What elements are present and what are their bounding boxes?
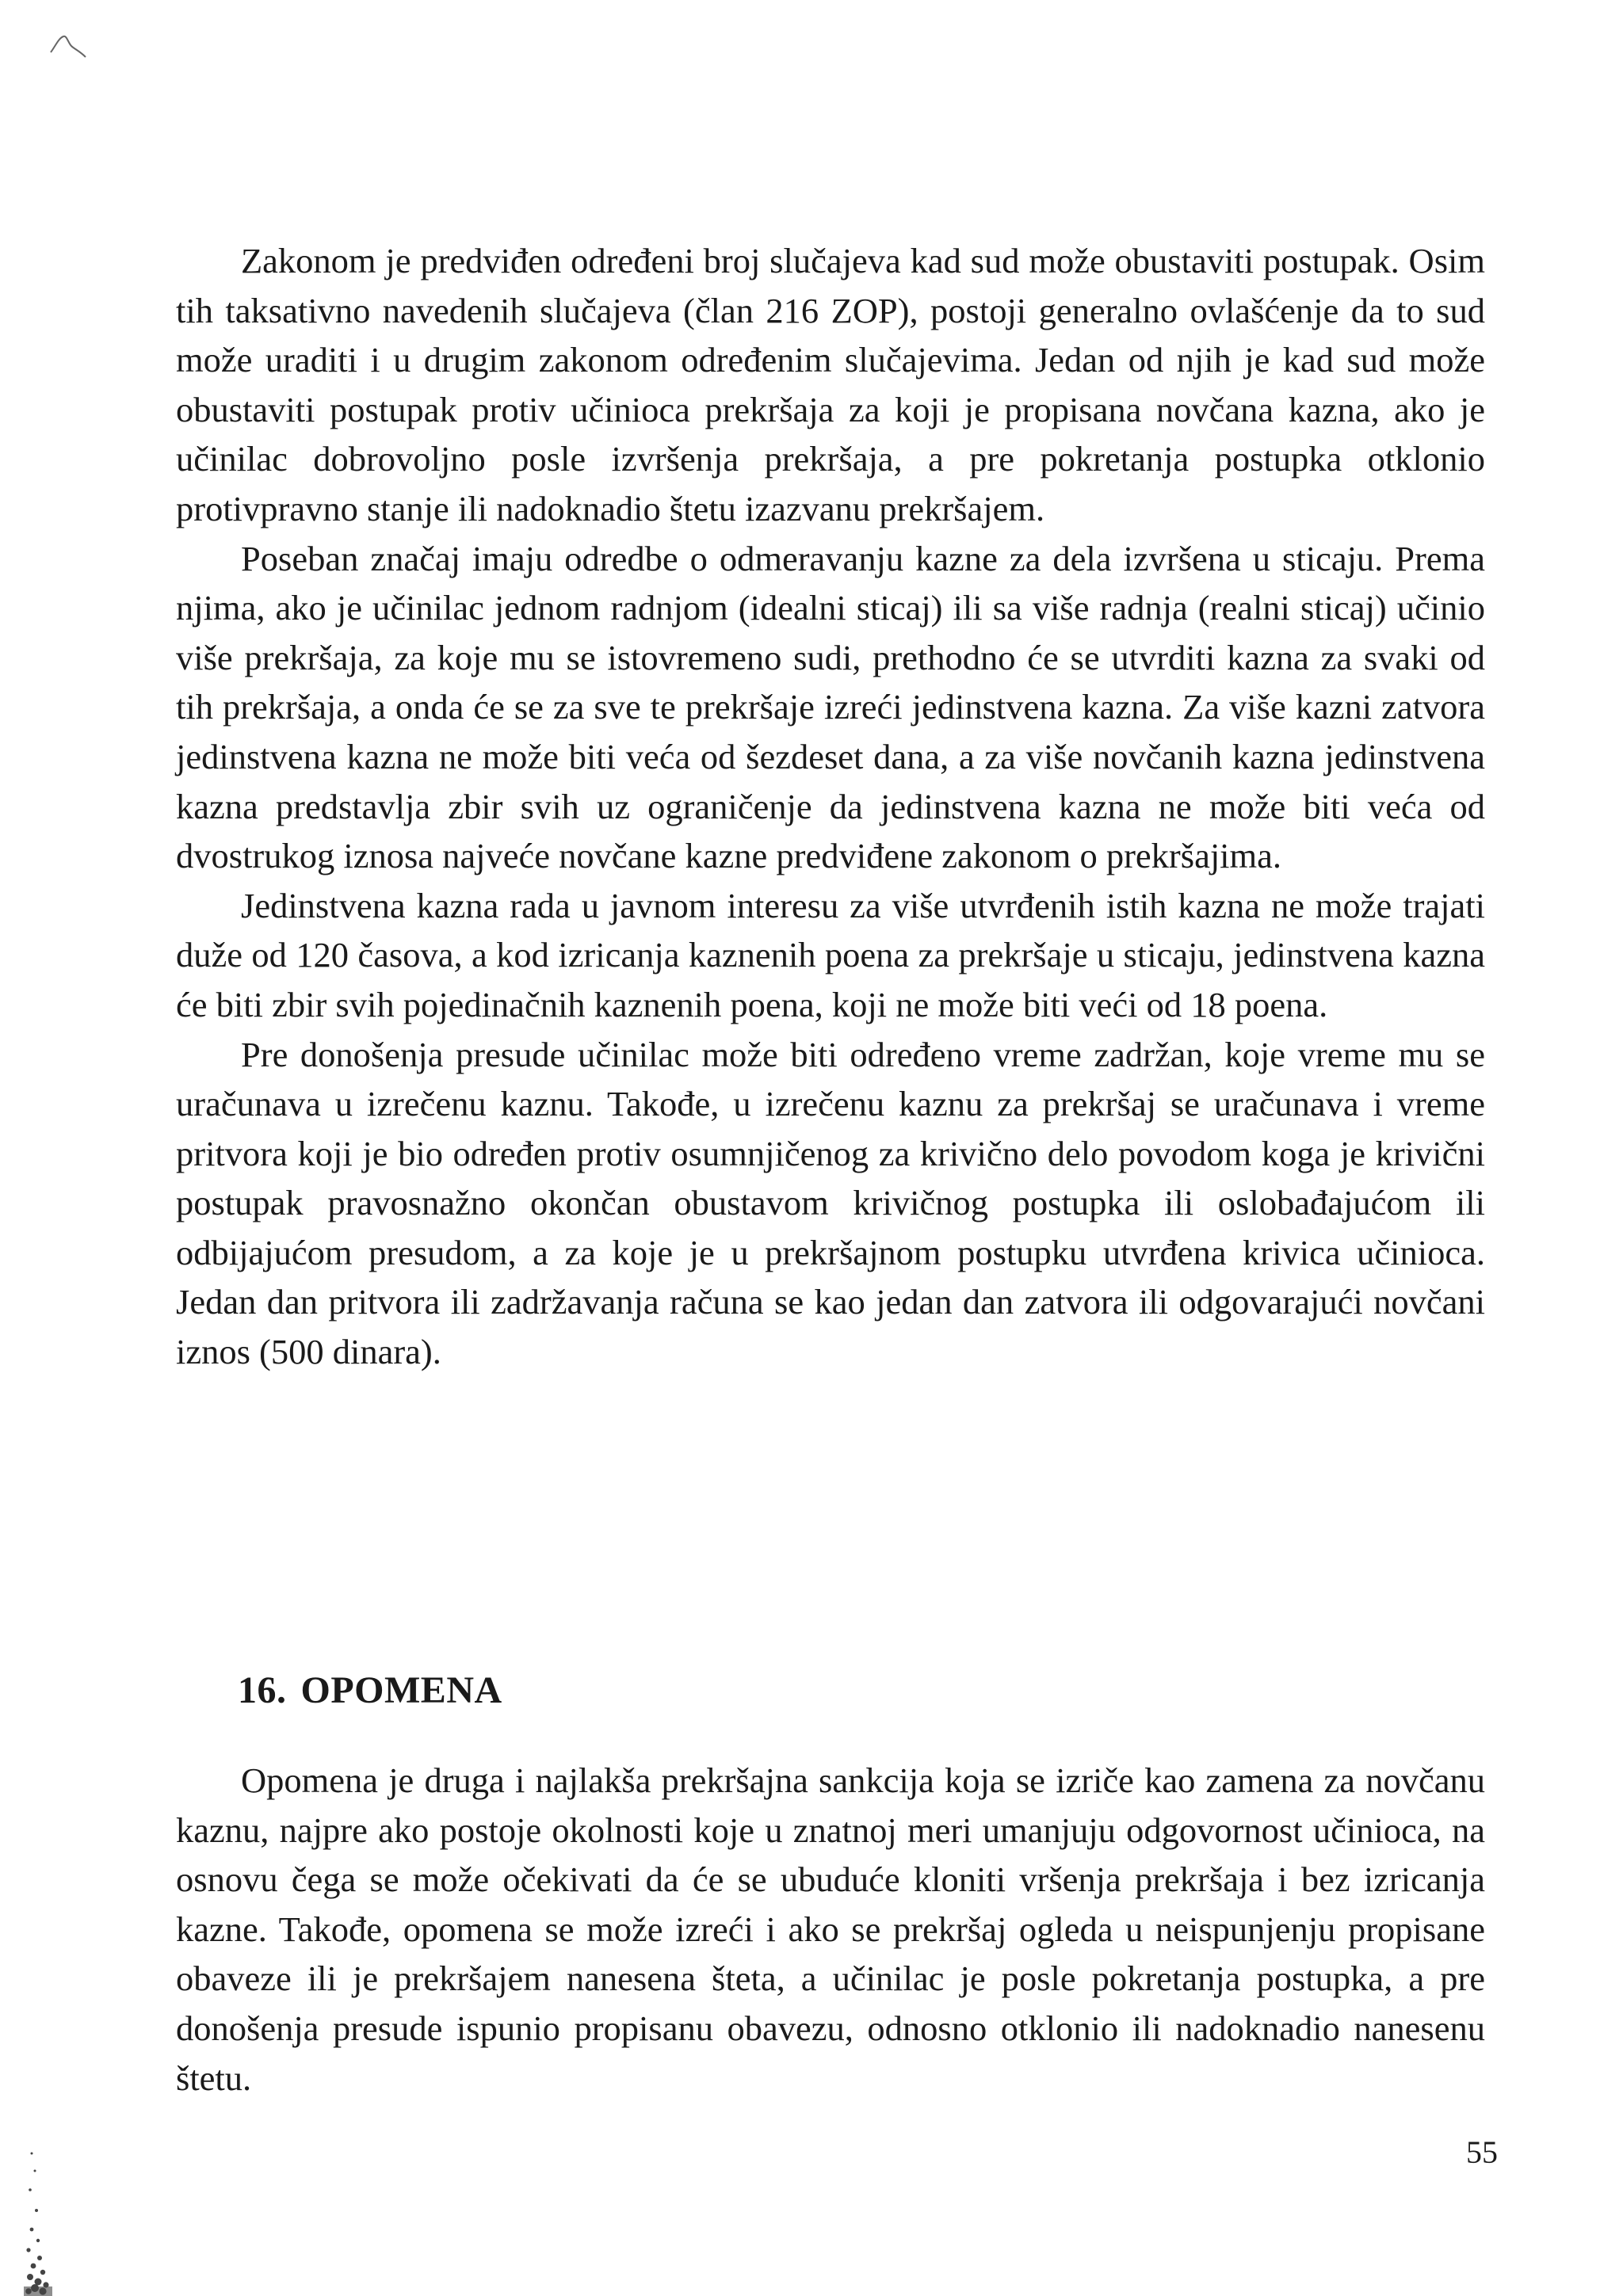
paragraph: Poseban značaj imaju odredbe o odmeravanju kazne za dela izvršena u sticaju. Prema njima, ako je učinilac jednom radnjom (idealni sticaj) ili sa više radnja (realni sticaj) učinio više prekršaja, za koje mu se istovremeno sudi, prethodno će se utvrditi kazna za svaki od tih prekršaja, a onda će se za sve te prekršaje izreći jedinstvena kazna. Za više kazni zatvora jedinstvena kazna ne može biti veća od šezdeset dana, a za više novčanih kazna jedinstvena kazna predstavlja zbir svih uz ograničenje da jedinstvena kazna ne može biti veća od dvostrukog iznosa najveće novčane kazne predviđene zakonom o prekršajima.	[176, 538, 1485, 876]
paragraph: Opomena je druga i najlakša prekršajna sankcija koja se izriče kao zamena za novčanu kaznu, najpre ako postoje okolnosti koje u znatnoj meri umanjuju odgovornost učinioca, na osnovu čega se može očekivati da će se ubuduće kloniti vršenja prekršaja i bez izricanja kazne. Takođe, opomena se može izreći i ako se prekršaj ogleda u neispunjenju propisane obaveze ili je prekršajem nanesena šteta, a učinilac je posle pokretanja postupka, a pre donošenja presude ispunio propisanu obavezu, odnosno otklonio ili nadoknadio nanesenu štetu.	[176, 1760, 1485, 2098]
scan-corner-mark	[48, 30, 95, 62]
paragraph: Jedinstvena kazna rada u javnom interesu za više utvrđenih istih kazna ne može trajati duže od 120 časova, a kod izricanja kaznenih poena za prekršaje u sticaju, jedinstvena kazna će biti zbir svih pojedinačnih kaznenih poena, koji ne može biti veći od 18 poena.	[176, 885, 1485, 1024]
section-text	[176, 1756, 1485, 2103]
scan-edge-noise	[0, 2147, 55, 2296]
section-title: OPOMENA	[300, 1669, 502, 1711]
body-text	[176, 236, 1485, 1377]
section-heading	[238, 1667, 502, 1714]
paragraph: Pre donošenja presude učinilac može biti određeno vreme zadržan, koje vreme mu se uračunava u izrečenu kaznu. Takođe, u izrečenu kaznu za prekršaj se uračunava i vreme pritvora koji je bio određen protiv osumnjičenog za krivično delo povodom koga je krivični postupak pravosnažno okončan obustavom krivičnog postupka ili oslobađajućom ili odbijajućom presudom, a za koje je u prekršajnom postupku utvrđena krivica učinioca. Jedan dan pritvora ili zadržavanja računa se kao jedan dan zatvora ili odgovarajući novčani iznos (500 dinara).	[176, 1034, 1485, 1372]
paragraph: Zakonom je predviđen određeni broj slučajeva kad sud može obustaviti postupak. Osim tih taksativno navedenih slučajeva (član 216 ZOP), postoji generalno ovlašćenje da to sud može uraditi i u drugim zakonom određenim slučajevima. Jedan od njih je kad sud može obustaviti postupak protiv učinioca prekršaja za koji je propisana novčana kazna, ako je učinilac dobrovoljno posle izvršenja prekršaja, a pre pokretanja postupka otklonio protivpravno stanje ili nadoknadio štetu izazvanu prekršajem.	[176, 241, 1485, 528]
page-number: 55	[1466, 2134, 1498, 2170]
section-number: 16.	[238, 1669, 287, 1711]
